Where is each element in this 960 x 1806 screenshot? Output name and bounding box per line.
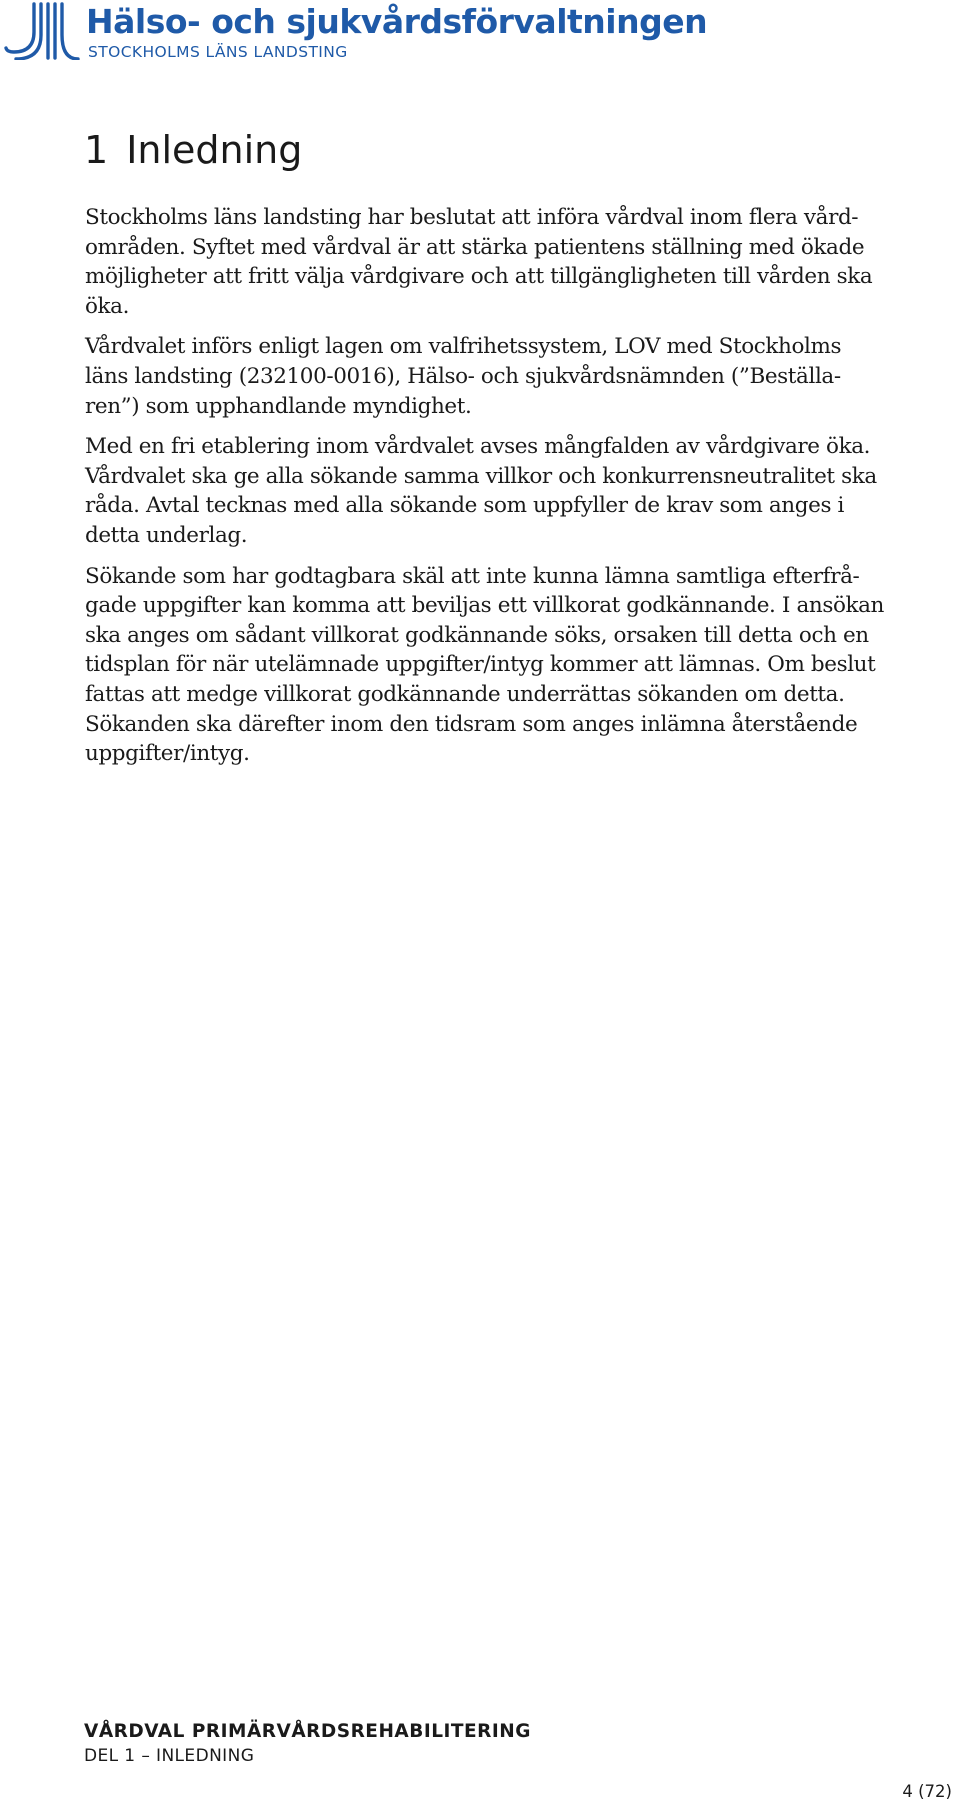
chapter-title: Inledning (126, 128, 303, 172)
text-line: uppgifter/intyg. (85, 741, 250, 767)
chapter-number: 1 (84, 128, 109, 172)
text-line: tidsplan för när utelämnade uppgifter/intyg kommer att lämnas. Om beslut (85, 652, 876, 678)
text-line: Sökanden ska därefter inom den tidsram som anges inlämna återstående (85, 711, 858, 737)
text-line: fattas att medge villkorat godkännande underrättas sökanden om detta. (85, 681, 845, 707)
footer-document-title: VÅRDVAL PRIMÄRVÅRDSREHABILITERING (84, 1721, 531, 1742)
text-line: Vårdvalet ska ge alla sökande samma villkor och konkurrensneutralitet ska (85, 463, 877, 489)
text-line: ren”) som upphandlande myndighet. (85, 393, 472, 419)
page-header (0, 0, 960, 70)
text-line: Stockholms läns landsting har beslutat att införa vårdval inom flera vård- (85, 205, 859, 230)
text-line: möjligheter att fritt välja vårdgivare och att tillgängligheten till vården ska (85, 264, 873, 290)
organization-name: Hälso- och sjukvårdsförvaltningen (86, 2, 708, 41)
text-line: Vårdvalet införs enligt lagen om valfrihetssystem, LOV med Stockholms (85, 334, 842, 360)
text-line: Med en fri etablering inom vårdvalet avses mångfalden av vårdgivare öka. (85, 434, 871, 460)
text-line: Sökande som har godtagbara skäl att inte kunna lämna samtliga efterfrå- (85, 563, 860, 589)
text-line: gade uppgifter kan komma att beviljas ett villkorat godkännande. I ansökan (85, 593, 884, 619)
text-line: öka. (85, 293, 130, 319)
footer-section: DEL 1 – INLEDNING (84, 1746, 255, 1766)
body-text (85, 203, 955, 780)
text-line: detta underlag. (85, 522, 248, 548)
text-line: läns landsting (232100-0016), Hälso- och sjukvårdsnämnden (”Beställa- (85, 363, 841, 389)
paragraph-2 (85, 332, 955, 421)
chapter-heading (84, 128, 302, 172)
paragraph-4 (85, 562, 955, 769)
organization-subtitle: STOCKHOLMS LÄNS LANDSTING (88, 43, 348, 61)
page-number: 4 (72) (902, 1782, 952, 1801)
text-line: råda. Avtal tecknas med alla sökande som uppfyller de krav som anges i (85, 493, 844, 519)
sll-logo-icon (4, 2, 80, 60)
text-line: ska anges om sådant villkorat godkännande söks, orsaken till detta och en (85, 622, 869, 648)
text-line: områden. Syftet med vårdval är att stärka patientens ställning med ökade (85, 234, 865, 260)
paragraph-1 (85, 203, 955, 321)
paragraph-3 (85, 432, 955, 550)
